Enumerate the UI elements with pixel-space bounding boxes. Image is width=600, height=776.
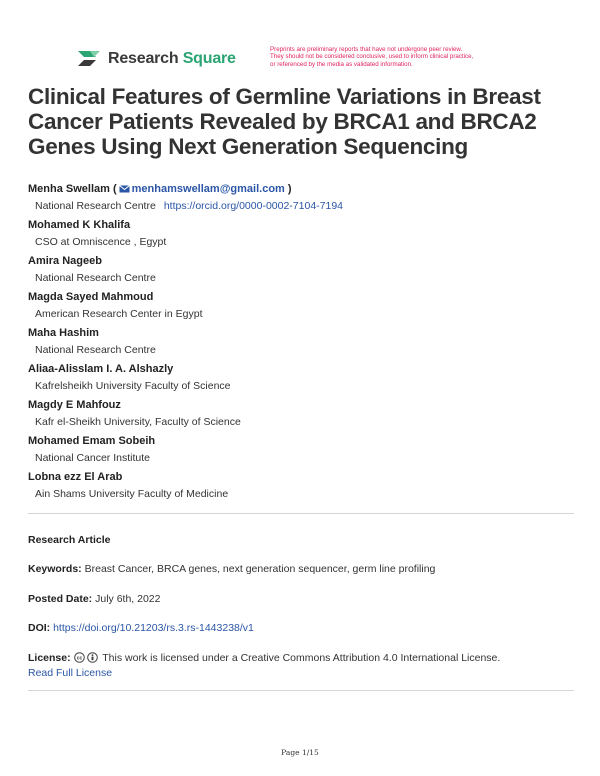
title-line: Genes Using Next Generation Sequencing <box>28 134 468 159</box>
corresponding-author <box>28 180 578 216</box>
divider <box>28 513 574 514</box>
title-line: Clinical Features of Germline Variations in Breast <box>28 84 541 109</box>
article-type <box>28 533 578 548</box>
svg-text:cc: cc <box>76 655 82 662</box>
research-square-logo[interactable] <box>76 48 236 70</box>
author-name: Lobna ezz El Arab <box>28 471 123 483</box>
page-number: Page 1/15 <box>281 748 319 757</box>
logo-text <box>108 50 236 68</box>
title-line: Cancer Patients Revealed by BRCA1 and BRCA2 <box>28 109 537 134</box>
author-name: Menha Swellam <box>28 183 110 195</box>
logo-word-research: Research <box>108 50 179 67</box>
preprint-disclaimer <box>270 46 510 68</box>
divider <box>28 690 574 691</box>
research-square-logo-icon <box>76 48 102 70</box>
license <box>28 651 578 681</box>
author-affiliation: National Cancer Institute <box>35 452 150 464</box>
cc-by-icon <box>87 652 98 663</box>
article-type-label: Research Article <box>28 534 111 546</box>
cc-icon <box>74 652 85 663</box>
author-entry <box>28 324 578 360</box>
disclaimer-line: They should not be considered conclusive, used to inform clinical practice, <box>270 53 474 61</box>
keywords-value: Breast Cancer, BRCA genes, next generation sequencer, germ line profiling <box>84 563 436 575</box>
author-name: Amira Nageeb <box>28 255 102 267</box>
doi-label: DOI: <box>28 622 51 634</box>
author-affiliation: American Research Center in Egypt <box>35 308 203 320</box>
author-name: Mohamed K Khalifa <box>28 219 131 231</box>
author-affiliation: National Research Centre <box>35 200 156 212</box>
author-name: Maha Hashim <box>28 327 99 339</box>
license-label: License: <box>28 652 71 664</box>
orcid-link[interactable]: https://orcid.org/0000-0002-7104-7194 <box>163 200 344 212</box>
disclaimer-line: Preprints are preliminary reports that have not undergone peer review. <box>270 46 463 53</box>
doi-link[interactable]: https://doi.org/10.21203/rs.3.rs-1443238/v1 <box>53 622 254 634</box>
author-entry <box>28 288 578 324</box>
author-name: Aliaa-Alisslam I. A. Alshazly <box>28 363 174 375</box>
author-entry <box>28 360 578 396</box>
author-affiliation: Ain Shams University Faculty of Medicine <box>35 488 229 500</box>
author-list <box>28 180 578 504</box>
posted-date-value: July 6th, 2022 <box>95 593 161 605</box>
author-entry <box>28 396 578 432</box>
read-full-license-link[interactable]: Read Full License <box>28 667 113 679</box>
email-open-paren: ( <box>112 183 117 195</box>
doi <box>28 621 578 636</box>
posted-date-label: Posted Date: <box>28 593 93 605</box>
author-entry <box>28 216 578 252</box>
author-entry <box>28 468 578 504</box>
author-affiliation: CSO at Omniscence , Egypt <box>35 236 167 248</box>
author-entry <box>28 252 578 288</box>
keywords-label: Keywords: <box>28 563 82 575</box>
paper-title <box>28 84 568 159</box>
author-name: Mohamed Emam Sobeih <box>28 435 156 447</box>
author-email-link[interactable]: menhamswellam@gmail.com <box>131 183 285 195</box>
logo-word-square: Square <box>182 50 236 67</box>
author-affiliation: National Research Centre <box>35 272 156 284</box>
author-affiliation: Kafrelsheikh University Faculty of Science <box>35 380 231 392</box>
author-name: Magdy E Mahfouz <box>28 399 121 411</box>
email-close-paren: ) <box>287 183 292 195</box>
author-name: Magda Sayed Mahmoud <box>28 291 154 303</box>
author-affiliation: National Research Centre <box>35 344 156 356</box>
posted-date <box>28 592 578 607</box>
keywords <box>28 562 578 577</box>
license-text: This work is licensed under a Creative Commons Attribution 4.0 International License. <box>102 652 501 664</box>
mail-icon <box>119 185 130 193</box>
author-entry <box>28 432 578 468</box>
disclaimer-line: or referenced by the media as validated information. <box>270 60 413 68</box>
author-affiliation: Kafr el-Sheikh University, Faculty of Science <box>35 416 241 428</box>
